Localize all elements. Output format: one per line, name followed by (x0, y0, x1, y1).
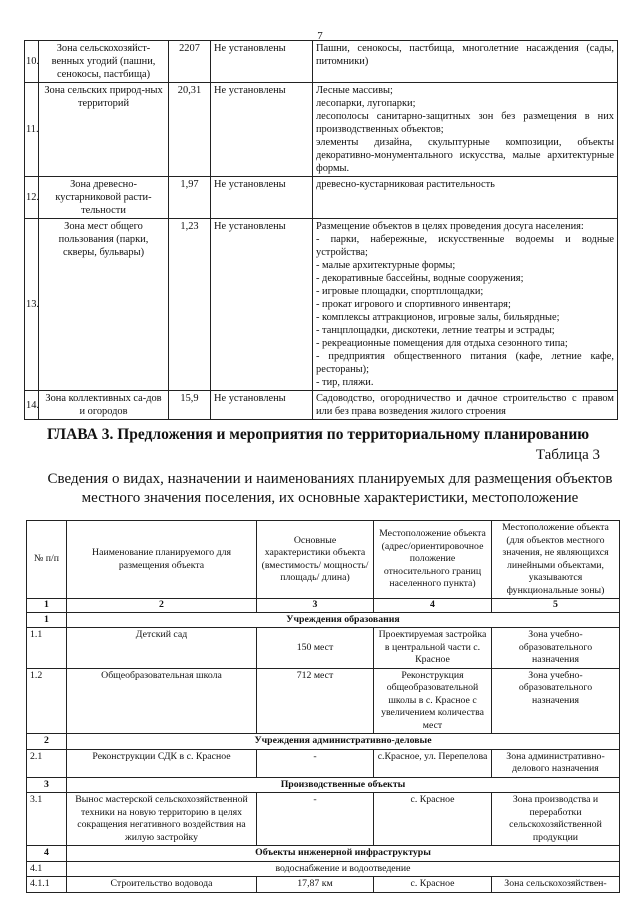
zone-name: Зона коллективных са-дов и огородов (39, 391, 169, 420)
zone-name: Зона сельских природ-ных территорий (39, 83, 169, 177)
section-title: Учреждения административно-деловые (67, 734, 620, 750)
zone-purpose: древесно-кустарниковая растительность (313, 177, 618, 219)
section-number: 2 (27, 734, 67, 750)
zone-regulations: Не установлены (211, 83, 313, 177)
column-number: 3 (257, 599, 374, 613)
header-chars: Основные характеристики объекта (вместимость/ мощность/ площадь/ длина) (257, 521, 374, 599)
object-location: с. Красное (374, 793, 492, 846)
object-name: Реконструкции СДК в с. Красное (67, 749, 257, 777)
row-number: 10. (25, 41, 39, 83)
zone-area: 1,97 (169, 177, 211, 219)
section-number: 3 (27, 777, 67, 793)
zone-regulations: Не установлены (211, 177, 313, 219)
row-number: 3.1 (27, 793, 67, 846)
object-location: с. Красное (374, 877, 492, 893)
object-zone: Зона учебно-образовательного назначения (492, 628, 620, 669)
section-title: Учреждения образования (67, 612, 620, 628)
zone-name: Зона сельскохозяйст-венных угодий (пашни, сенокосы, пастбища) (39, 41, 169, 83)
row-number: 4.1.1 (27, 877, 67, 893)
zone-name: Зона древесно-кустарниковой расти-тельности (39, 177, 169, 219)
page-number: 7 (317, 30, 323, 42)
row-number: 11. (25, 83, 39, 177)
section-row (27, 846, 620, 862)
object-location: Проектируемая застройка в центральной части с. Красное (374, 628, 492, 669)
object-name: Вынос мастерской сельскохозяйственной техники на новую территорию в целях сокращения негативного воздействия на жилую застройку (67, 793, 257, 846)
table-row (27, 793, 620, 846)
zone-purpose: Лесные массивы; лесопарки, лугопарки; лесополосы санитарно-защитных зон без размещения в них производственных объектов; элементы дизайна, скульптурные композиции, объекты декоративно-монументального искусства, малые архитектурные формы. (313, 83, 618, 177)
table-row (27, 628, 620, 669)
object-zone: Зона учебно-образовательного назначения (492, 668, 620, 734)
column-number: 5 (492, 599, 620, 613)
table-row (25, 219, 618, 391)
row-number: 1.2 (27, 668, 67, 734)
table-label: Таблица 3 (535, 447, 600, 463)
table-row (25, 41, 618, 83)
section-title: Объекты инженерной инфраструктуры (67, 846, 620, 862)
object-characteristics: 712 мест (257, 668, 374, 734)
header-name: Наименование планируемого для размещения объекта (67, 521, 257, 599)
zone-area: 1,23 (169, 219, 211, 391)
column-number: 2 (67, 599, 257, 613)
table-row (25, 177, 618, 219)
object-characteristics: - (257, 793, 374, 846)
row-number: 2.1 (27, 749, 67, 777)
zone-area: 20,31 (169, 83, 211, 177)
header-location: Местоположение объекта (адрес/ориентировочное положение относительного границ населенного пункта) (374, 521, 492, 599)
subsection-row (27, 861, 620, 877)
row-number: 14. (25, 391, 39, 420)
section-row (27, 777, 620, 793)
zone-regulations: Не установлены (211, 41, 313, 83)
section-number: 4 (27, 846, 67, 862)
object-name: Строительство водовода (67, 877, 257, 893)
zone-purpose: Размещение объектов в целях проведения досуга населения: - парки, набережные, искусственные водоемы и водные устройства; - малые архитектурные формы; - декоративные бассейны, водные сооружения; - игровые площадки, спортплощадки; - прокат игрового и спортивного инвентаря; - комплексы аттракционов, игровые залы, бильярдные; - танцплощадки, дискотеки, летние театры и эстрады; - рекреационные помещения для отдыха сезонного типа; - предприятия общественного питания (кафе, летние кафе, рестораны); - тир, пляжи. (313, 219, 618, 391)
column-number: 4 (374, 599, 492, 613)
zone-regulations: Не установлены (211, 391, 313, 420)
object-characteristics: 17,87 км (257, 877, 374, 893)
object-name: Общеобразовательная школа (67, 668, 257, 734)
column-number: 1 (27, 599, 67, 613)
section-row (27, 734, 620, 750)
object-zone: Зона производства и переработки сельскохозяйственной продукции (492, 793, 620, 846)
header-num: № п/п (27, 521, 67, 599)
table-row (25, 391, 618, 420)
row-number: 12. (25, 177, 39, 219)
table-caption: Сведения о видах, назначении и наименованиях планируемых для размещения объектов местного значения поселения, их основные характеристики, местоположение (47, 471, 613, 506)
object-name: Детский сад (67, 628, 257, 669)
zone-area: 2207 (169, 41, 211, 83)
object-characteristics: 150 мест (257, 628, 374, 669)
object-location: с.Красное, ул. Перепелова (374, 749, 492, 777)
object-characteristics: - (257, 749, 374, 777)
zone-name: Зона мест общего пользования (парки, скверы, бульвары) (39, 219, 169, 391)
header-row (27, 521, 620, 599)
zone-area: 15,9 (169, 391, 211, 420)
zone-purpose: Пашни, сенокосы, пастбища, многолетние насаждения (сады, питомники) (313, 41, 618, 83)
zone-purpose: Садоводство, огородничество и дачное строительство с правом или без права возведения жилого строения (313, 391, 618, 420)
table-row (27, 877, 620, 893)
row-number: 1.1 (27, 628, 67, 669)
section-number: 1 (27, 612, 67, 628)
table-row (27, 749, 620, 777)
table-row (25, 83, 618, 177)
object-zone: Зона сельскохозяйствен- (492, 877, 620, 893)
row-number: 13. (25, 219, 39, 391)
section-row (27, 612, 620, 628)
table-row (27, 668, 620, 734)
subsection-number: 4.1 (27, 861, 67, 877)
zone-regulations: Не установлены (211, 219, 313, 391)
chapter-title: ГЛАВА 3. Предложения и мероприятия по территориальному планированию (47, 426, 590, 443)
planned-objects-table (26, 520, 620, 893)
object-location: Реконструкция общеобразовательной школы в с. Красное с увеличением количества мест (374, 668, 492, 734)
subsection-title: водоснабжение и водоотведение (67, 861, 620, 877)
column-numbers-row (27, 599, 620, 613)
zones-table (24, 40, 618, 420)
object-zone: Зона административно-делового назначения (492, 749, 620, 777)
header-zone: Местоположение объекта (для объектов местного значения, не являющихся линейными объектами, указываются функциональные зоны) (492, 521, 620, 599)
section-title: Производственные объекты (67, 777, 620, 793)
